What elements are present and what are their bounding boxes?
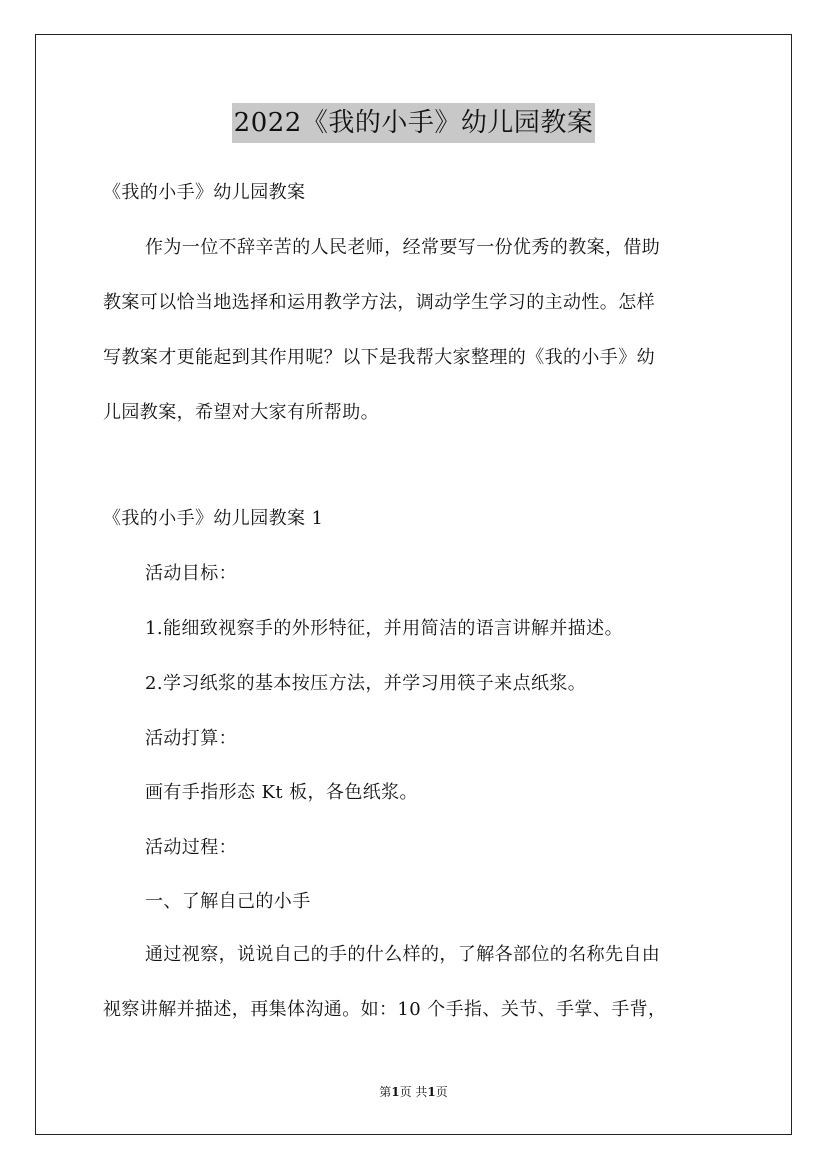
text-line: 一、了解自己的小手: [145, 891, 311, 912]
text-line: 视察讲解并描述，再集体沟通。如：10 个手指、关节、手掌、手背，: [103, 999, 667, 1020]
text-line: 活动过程：: [145, 837, 237, 858]
section-heading: 《我的小手》幼儿园教案 1: [103, 508, 324, 529]
footer-suffix: 页: [435, 1085, 448, 1099]
text-line: 活动打算：: [145, 728, 237, 749]
text-line: 通过视察，说说自己的手的什么样的，了解各部位的名称先自由: [145, 944, 661, 965]
footer-page-total: 1: [427, 1085, 436, 1099]
text-line: 《我的小手》幼儿园教案: [103, 182, 306, 203]
text-line: 作为一位不辞辛苦的人民老师，经常要写一份优秀的教案，借助: [145, 237, 661, 258]
text-line: 画有手指形态 Kt 板，各色纸浆。: [145, 782, 418, 803]
footer-prefix: 第: [379, 1085, 392, 1099]
text-line: 2.学习纸浆的基本按压方法，并学习用筷子来点纸浆。: [145, 673, 587, 694]
text-line: 写教案才更能起到其作用呢？以下是我帮大家整理的《我的小手》幼: [103, 347, 655, 368]
document-title: 2022《我的小手》幼儿园教案: [232, 103, 596, 143]
text-line: 活动目标：: [145, 563, 237, 584]
text-line: 儿园教案，希望对大家有所帮助。: [103, 402, 379, 423]
text-line: 1.能细致视察手的外形特征，并用简洁的语言讲解并描述。: [145, 618, 623, 639]
footer-mid: 页 共: [399, 1085, 428, 1099]
text-line: 教案可以恰当地选择和运用教学方法，调动学生学习的主动性。怎样: [103, 292, 655, 313]
footer-page-number: 1: [391, 1085, 400, 1099]
title-container: [0, 103, 827, 143]
page-footer: [0, 1084, 827, 1100]
